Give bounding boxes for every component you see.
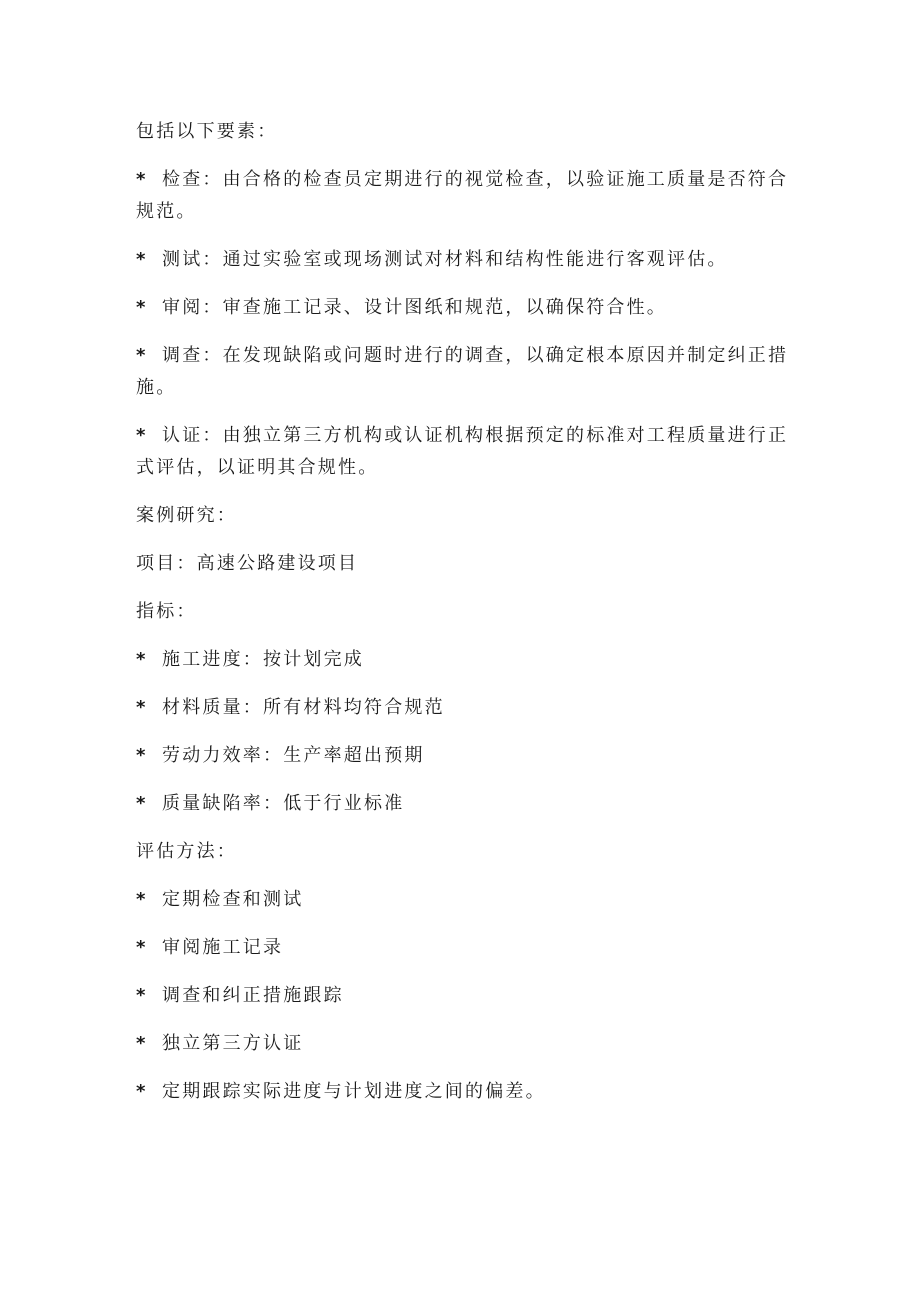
methods-heading: 评估方法：: [136, 841, 237, 862]
method-text: 定期检查和测试: [162, 889, 304, 910]
element-text: 调查：在发现缺陷或问题时进行的调查，以确定根本原因并制定纠正措: [162, 345, 789, 366]
bullet-marker: *: [136, 297, 146, 318]
method-item: [136, 1028, 796, 1060]
bullet-marker: *: [136, 889, 146, 910]
bullet-marker: *: [136, 937, 146, 958]
bullet-marker: *: [136, 425, 146, 446]
element-text: 认证：由独立第三方机构或认证机构根据预定的标准对工程质量进行正: [162, 425, 789, 446]
method-text: 审阅施工记录: [162, 937, 284, 958]
element-item-review: [136, 292, 796, 324]
method-text: 定期跟踪实际进度与计划进度之间的偏差。: [162, 1081, 546, 1102]
element-text: 审阅：审查施工记录、设计图纸和规范，以确保符合性。: [162, 297, 667, 318]
method-item: [136, 1076, 796, 1108]
element-text-continuation: 规范。: [136, 201, 197, 222]
bullet-marker: *: [136, 793, 146, 814]
element-text: 测试：通过实验室或现场测试对材料和结构性能进行客观评估。: [162, 249, 728, 270]
bullet-marker: *: [136, 249, 146, 270]
method-text: 独立第三方认证: [162, 1033, 304, 1054]
project-line: 项目：高速公路建设项目: [136, 553, 359, 574]
bullet-marker: *: [136, 1081, 146, 1102]
element-text-continuation: 施。: [136, 377, 177, 398]
case-study-heading: 案例研究：: [136, 505, 237, 526]
indicator-item: [136, 788, 796, 820]
element-item-investigation: [136, 340, 796, 404]
method-item: [136, 932, 796, 964]
element-text-continuation: 式评估，以证明其合规性。: [136, 457, 379, 478]
indicators-heading: 指标：: [136, 601, 197, 622]
element-text: 检查：由合格的检查员定期进行的视觉检查，以验证施工质量是否符合: [162, 169, 789, 190]
element-item-testing: [136, 244, 796, 276]
bullet-marker: *: [136, 649, 146, 670]
indicator-text: 质量缺陷率：低于行业标准: [162, 793, 405, 814]
indicator-text: 劳动力效率：生产率超出预期: [162, 745, 425, 766]
bullet-marker: *: [136, 1033, 146, 1054]
intro-line: 包括以下要素：: [136, 121, 278, 142]
method-item: [136, 884, 796, 916]
bullet-marker: *: [136, 745, 146, 766]
indicator-item: [136, 644, 796, 676]
element-item-inspection: [136, 164, 796, 228]
method-text: 调查和纠正措施跟踪: [162, 985, 344, 1006]
method-item: [136, 980, 796, 1012]
indicator-item: [136, 692, 796, 724]
bullet-marker: *: [136, 697, 146, 718]
document-body: [136, 116, 796, 1124]
indicator-text: 施工进度：按计划完成: [162, 649, 364, 670]
bullet-marker: *: [136, 169, 146, 190]
indicator-text: 材料质量：所有材料均符合规范: [162, 697, 445, 718]
bullet-marker: *: [136, 345, 146, 366]
indicator-item: [136, 740, 796, 772]
bullet-marker: *: [136, 985, 146, 1006]
element-item-certification: [136, 420, 796, 484]
